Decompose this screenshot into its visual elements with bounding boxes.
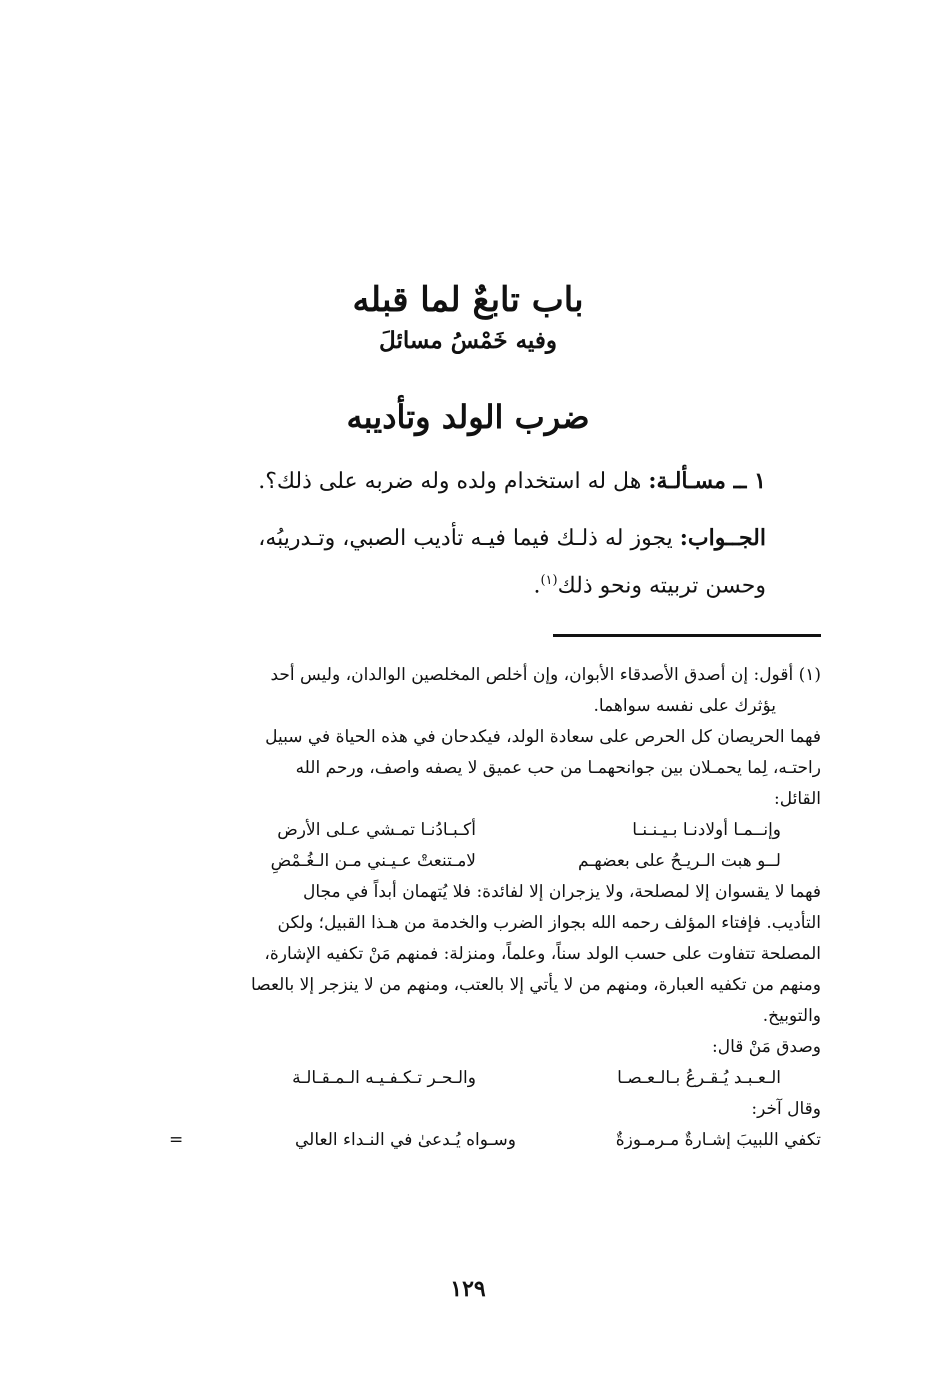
verse-hemistich: أكـبـادُنـا تمـشي عـلى الأرض: [277, 820, 476, 840]
verse-line: [171, 815, 781, 846]
footnote: [129, 660, 821, 1156]
verse-hemistich: لــو هبت الـريـحُ على بعضهـم: [577, 851, 781, 871]
answer-label: الجــواب:: [679, 525, 766, 551]
question-label: ١ ــ مسـألـة:: [648, 468, 766, 494]
answer-end: .: [533, 573, 541, 599]
footnote-line: المصلحة تتفاوت على حسب الولد سناً، وعلماً، ومنزلة: فمنهم مَنْ تكفيه الإشارة،: [264, 944, 821, 964]
verse-line: [171, 1063, 781, 1094]
verse-hemistich: تكفي اللبيبَ إشـارةٌ مـرمـوزةٌ: [615, 1130, 821, 1150]
footnote-line: وصدق مَنْ قال:: [712, 1037, 821, 1057]
verse-hemistich: الـعـبـد يُـقـرعُ بـالـعـصـا: [617, 1068, 781, 1088]
answer-text: يجوز له ذلـك فيما فيـه تأديب الصبي، وتـدريبُه،: [258, 526, 673, 551]
footnote-line: ومنهم من تكفيه العبارة، ومنهم من لا يأتي إلا بالعتب، ومنهم من لا ينزجر إلا بالعصا: [251, 975, 821, 995]
footnote-line: القائل:: [773, 789, 821, 809]
answer-continuation-line: [106, 565, 766, 602]
footnote-text: أقول: إن أصدق الأصدقاء الأبوان، وإن أخلص المخلصين الوالدان، وليس أحد: [270, 665, 794, 685]
page-number: ١٢٩: [450, 1276, 486, 1302]
footnote-line: يؤثرك على نفسه سواهما.: [593, 696, 776, 716]
chapter-heading: [0, 278, 936, 358]
footnote-reference: (١): [540, 573, 558, 588]
footnote-separator: [553, 634, 821, 637]
footnote-line: التأديب. فإفتاء المؤلف رحمه الله بجواز الضرب والخدمة من هـذا القبيل؛ ولكن: [277, 913, 821, 933]
chapter-subtitle: وفيه خَمْسُ مسائلَ: [379, 327, 557, 354]
verse-line: [171, 846, 781, 877]
footnote-line: وقال آخر:: [751, 1099, 821, 1119]
footnote-line: والتوبيخ.: [762, 1006, 821, 1026]
verse-hemistich: والـحـر تـكـفـيـه الـمـقـالـة: [292, 1068, 476, 1088]
answer-paragraph: [106, 522, 766, 602]
question-paragraph: [106, 465, 766, 498]
continuation-mark: =: [169, 1130, 184, 1150]
footnote-line: راحتـه، لِما يحمـلان بين جوانحهمـا من حب عميق لا يصفه واصف، ورحم الله: [295, 758, 821, 778]
footnote-line: فهما الحريصان كل الحرص على سعادة الولد، فيكدحان في هذه الحياة في سبيل: [265, 727, 821, 747]
verse-hemistich: لامـتنعتْ عـيـني مـن الـغُـمْضِ: [270, 851, 476, 871]
footnote-marker: (١): [798, 665, 821, 685]
section-title: ضرب الولد وتأديبه: [346, 398, 590, 436]
chapter-title: باب تابعٌ لما قبله: [352, 280, 584, 320]
question-text: هل له استخدام ولده وله ضربه على ذلك؟.: [258, 469, 642, 494]
verse-hemistich: وإنــمـا أولادنـا بـيـنـنـا: [632, 820, 781, 840]
verse-hemistich: وسـواه يُـدعىٰ في النـداء العالي: [295, 1130, 516, 1150]
footnote-line: فهما لا يقسوان إلا لمصلحة، ولا يزجران إلا لفائدة: فلا يُتهمان أبداً في مجال: [302, 882, 821, 902]
answer-continuation: وحسن تربيته ونحو ذلك: [557, 573, 766, 599]
footnote-line: [129, 660, 821, 691]
verse-line: [169, 1125, 821, 1156]
